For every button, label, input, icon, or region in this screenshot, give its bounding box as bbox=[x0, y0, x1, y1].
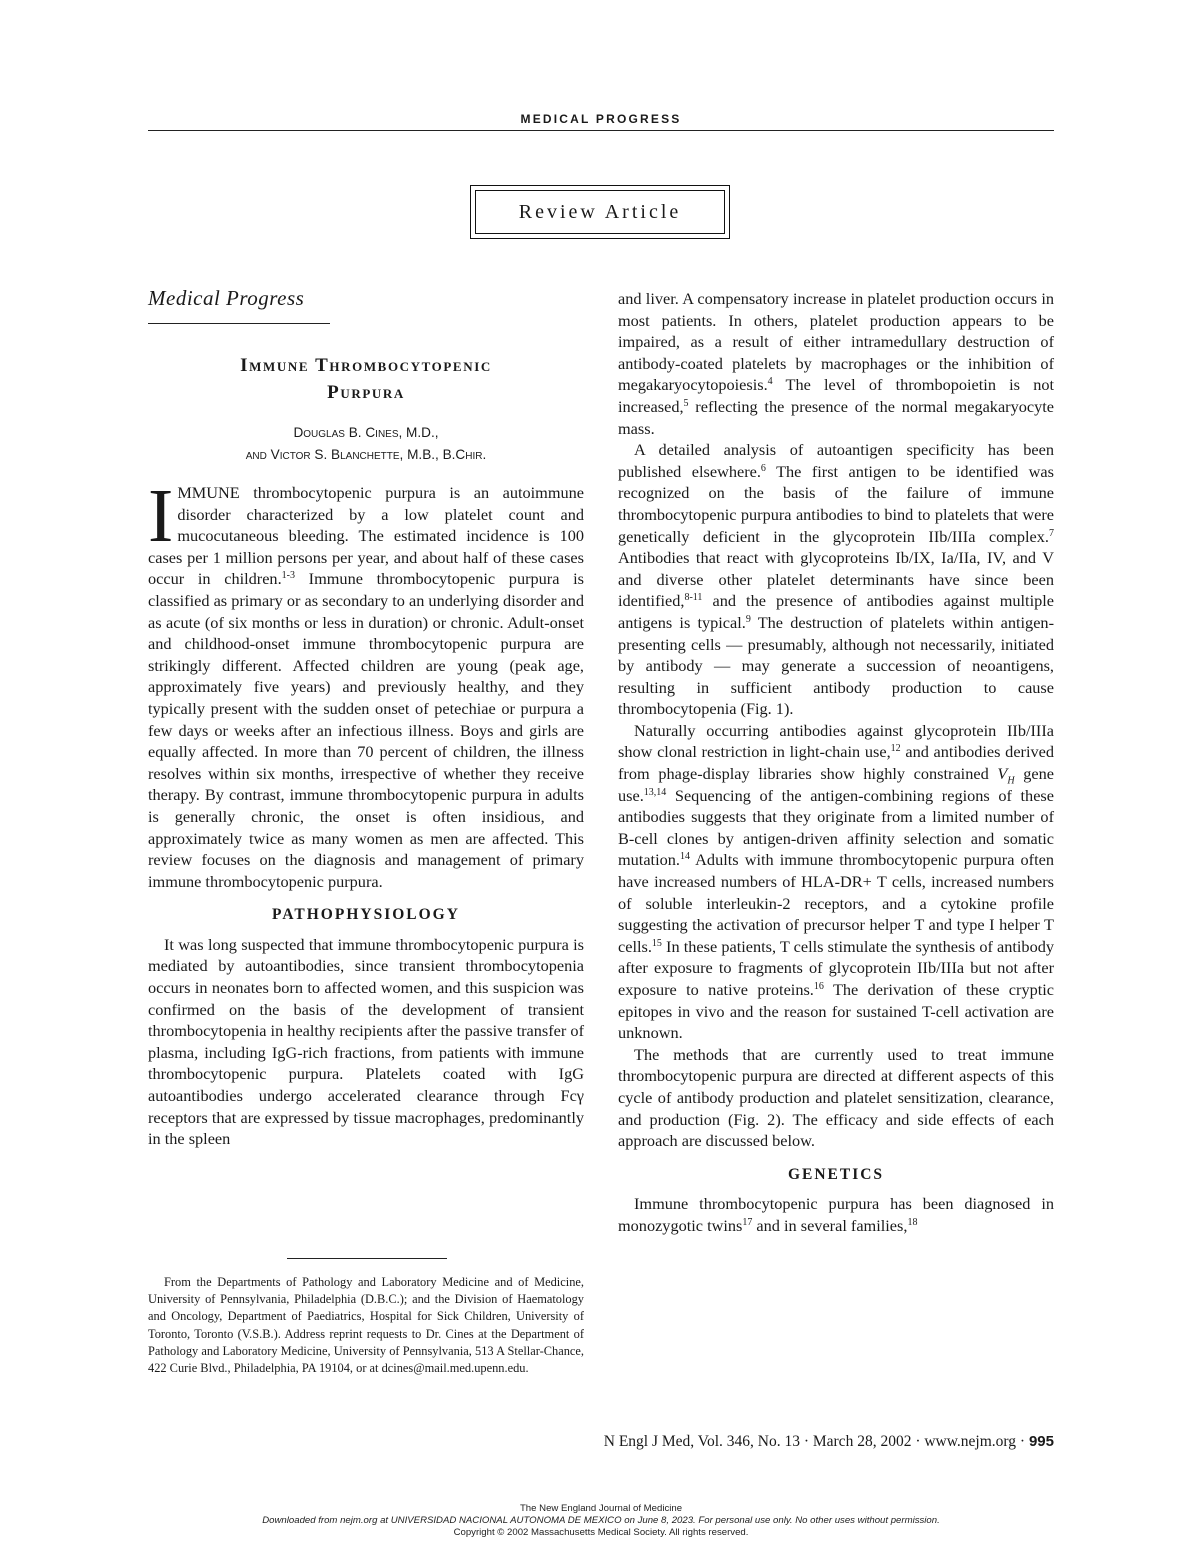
citation-ref: 4 bbox=[767, 376, 773, 388]
p2-text-c: Antibodies that react with glycoproteins Ib/IX, Ia/IIa, IV, and V and diverse other platelet determinants have since been identified, bbox=[618, 548, 1054, 611]
author-line-1: Douglas B. Cines, M.D., bbox=[293, 425, 439, 440]
author-line-2: and Victor S. Blanchette, M.B., B.Chir. bbox=[245, 447, 487, 462]
drop-cap: I bbox=[148, 474, 174, 558]
p2-text-b: The first antigen to be identified was recognized on the basis of the failure of immune thrombocytopenic purpura antibodies to bind to platelets that were genetically deficient in the glycoprotein IIb/IIIa complex. bbox=[618, 461, 1054, 546]
body-paragraph-2 bbox=[618, 439, 1054, 720]
p3-text-a: Naturally occurring antibodies against glycoprotein IIb/IIIa show clonal restriction in light-chain use, bbox=[618, 720, 1054, 762]
review-article-box bbox=[470, 185, 730, 239]
intro-text-b: Immune thrombocytopenic purpura is classified as primary or as secondary to an underlying disorder and as acute (of six months or less in duration) or chronic. Adult-onset and childhood-onset immune thrombocytopenic purpura are strikingly different. Affected children are young (peak age, approximately five years) and previously healthy, and they typically present with the sudden onset of petechiae or purpura a few days or weeks after an infectious illness. Boys and girls are equally affected. In more than 70 percent of children, the illness resolves within six months, irrespective of whether they receive therapy. By contrast, immune thrombocytopenic purpura in adults is generally chronic, the onset is often insidious, and approximately twice as many women as men are affected. This review focuses on the diagnosis and management of primary immune thrombocytopenic purpura. bbox=[148, 569, 584, 891]
intro-paragraph bbox=[148, 474, 584, 892]
page-folio bbox=[500, 1433, 1054, 1451]
p5-text-b: and in several families, bbox=[752, 1215, 908, 1235]
p1-text-a: and liver. A compensatory increase in platelet production occurs in most patients. In others, platelet production appears to be impaired, as a result of either intramedullary destruction of antibody-coated platelets by macrophages or the inhibition of megakaryocytopoiesis. bbox=[618, 289, 1054, 395]
citation-ref: 18 bbox=[907, 1216, 918, 1228]
page-number: 995 bbox=[1028, 1433, 1054, 1450]
citation-ref: 1-3 bbox=[281, 570, 295, 582]
body-paragraph-3 bbox=[618, 720, 1054, 1044]
citation-ref: 13,14 bbox=[643, 786, 667, 798]
citation-ref: 8-11 bbox=[684, 592, 703, 604]
right-column bbox=[618, 288, 1054, 1237]
p5-text-a: Immune thrombocytopenic purpura has been diagnosed in monozygotic twins bbox=[618, 1194, 1054, 1235]
p2-text-a: A detailed analysis of autoantigen specificity has been published elsewhere. bbox=[618, 440, 1054, 481]
left-column bbox=[148, 288, 584, 1150]
p3-text-e: Adults with immune thrombocytopenic purpura often have increased numbers of HLA-DR+ T cells, increased numbers of soluble interleukin-2 receptors, and a cytokine profile suggesting the activation of precursor helper T and type I helper T cells. bbox=[618, 850, 1054, 956]
citation-ref: 17 bbox=[742, 1216, 753, 1228]
citation-ref: 12 bbox=[890, 743, 901, 755]
citation-ref: 9 bbox=[745, 613, 751, 625]
running-head: MEDICAL PROGRESS bbox=[520, 112, 682, 126]
section-label: Medical Progress bbox=[148, 286, 305, 310]
footnote-rule bbox=[287, 1258, 447, 1259]
article-title-line-2: Purpura bbox=[327, 382, 405, 403]
p1-text-b: The level of thrombopoietin is not increased, bbox=[618, 375, 1054, 416]
body-paragraph-1 bbox=[618, 288, 1054, 439]
affiliation-footnote: From the Departments of Pathology and Laboratory Medicine and of Medicine, University of Pennsylvania, Philadelphia (D.B.C.); and the Division of Haematology and Oncology, Department of Paediatrics, Hospital for Sick Children, University of Toronto, Toronto (V.S.B.). Address reprint requests to Dr. Cines at the Department of Pathology and Laboratory Medicine, University of Pennsylvania, 513 A Stellar-Chance, 422 Curie Blvd., Philadelphia, PA 19104, or at dcines@mail.med.upenn.edu. bbox=[148, 1275, 584, 1376]
vh-subscript bbox=[1007, 775, 1014, 786]
citation-ref: 14 bbox=[679, 851, 690, 863]
article-title bbox=[148, 352, 584, 406]
journal-citation: N Engl J Med, Vol. 346, No. 13 · March 28, 2002 · www.nejm.org · bbox=[603, 1433, 1029, 1450]
p1-text-c: reflecting the presence of the normal megakaryocyte mass. bbox=[618, 396, 1054, 438]
section-label-rule bbox=[148, 323, 330, 324]
p3-text-d: Sequencing of the antigen-combining regions of these antibodies suggests that they originate from a limited number of B-cell clones by antigen-driven affinity selection and somatic mutation. bbox=[618, 785, 1054, 870]
vh-symbol: V bbox=[997, 764, 1008, 784]
pathophysiology-paragraph: It was long suspected that immune thrombocytopenic purpura is mediated by autoantibodies, since transient thrombocytopenia occurs in neonates born to affected women, and this suspicion was confirmed on the basis of the development of transient thrombocytopenia in healthy recipients after the passive transfer of plasma, including IgG-rich fractions, from patients with immune thrombocytopenic purpura. Platelets coated with IgG autoantibodies undergo accelerated clearance through Fcγ receptors that are expressed by tissue macrophages, predominantly in the spleen bbox=[148, 934, 584, 1149]
section-heading-pathophysiology: PATHOPHYSIOLOGY bbox=[272, 906, 460, 924]
download-footer bbox=[148, 1503, 1054, 1539]
citation-ref: 15 bbox=[651, 937, 662, 949]
citation-ref: 5 bbox=[683, 397, 689, 409]
p3-text-g: The derivation of these cryptic epitopes in vivo and the reason for sustained T-cell activation are unknown. bbox=[618, 980, 1054, 1043]
citation-ref: 7 bbox=[1049, 527, 1054, 539]
intro-lead-word: MMUNE bbox=[177, 483, 240, 502]
header-rule bbox=[148, 130, 1054, 131]
intro-text-a: thrombocytopenic purpura is an autoimmune disorder characterized by a low platelet count and mucocutaneous bleeding. The estimated incidence is 100 cases per 1 million persons per year, and about half of these cases occur in children. bbox=[148, 483, 584, 589]
p3-text-c: gene use. bbox=[618, 764, 1054, 805]
download-notice: Downloaded from nejm.org at UNIVERSIDAD NACIONAL AUTONOMA DE MEXICO on June 8, 2023. For personal use only. No other uses without permission. bbox=[262, 1515, 940, 1526]
p2-text-e: The destruction of platelets within antigen-presenting cells — presumably, although not necessarily, initiated by antibody — may generate a succession of neoantigens, resulting in sufficient antibody production to cause thrombocytopenia (Fig. 1). bbox=[618, 612, 1054, 719]
review-article-label: Review Article bbox=[475, 190, 725, 234]
copyright-notice: Copyright © 2002 Massachusetts Medical Society. All rights reserved. bbox=[453, 1527, 749, 1538]
citation-ref: 16 bbox=[813, 981, 824, 992]
section-heading-genetics: GENETICS bbox=[787, 1165, 885, 1183]
article-title-line-1: Immune Thrombocytopenic bbox=[240, 355, 492, 376]
genetics-paragraph bbox=[618, 1193, 1054, 1236]
citation-ref: 6 bbox=[760, 462, 766, 474]
p2-text-d: and the presence of antibodies against multiple antigens is typical. bbox=[618, 591, 1054, 632]
vh-subscript-letter: H bbox=[1007, 775, 1015, 787]
p3-text-b: and antibodies derived from phage-display libraries show highly constrained bbox=[618, 742, 1054, 784]
p3-text-f: In these patients, T cells stimulate the synthesis of antibody after exposure to fragments of glycoprotein IIb/IIIa but not after exposure to native proteins. bbox=[618, 936, 1054, 999]
body-paragraph-4: The methods that are currently used to treat immune thrombocytopenic purpura are directed at different aspects of this cycle of antibody production and platelet sensitization, clearance, and production (Fig. 2). The efficacy and side effects of each approach are discussed below. bbox=[618, 1044, 1054, 1151]
journal-name-footer: The New England Journal of Medicine bbox=[519, 1503, 683, 1514]
author-byline bbox=[148, 422, 584, 466]
